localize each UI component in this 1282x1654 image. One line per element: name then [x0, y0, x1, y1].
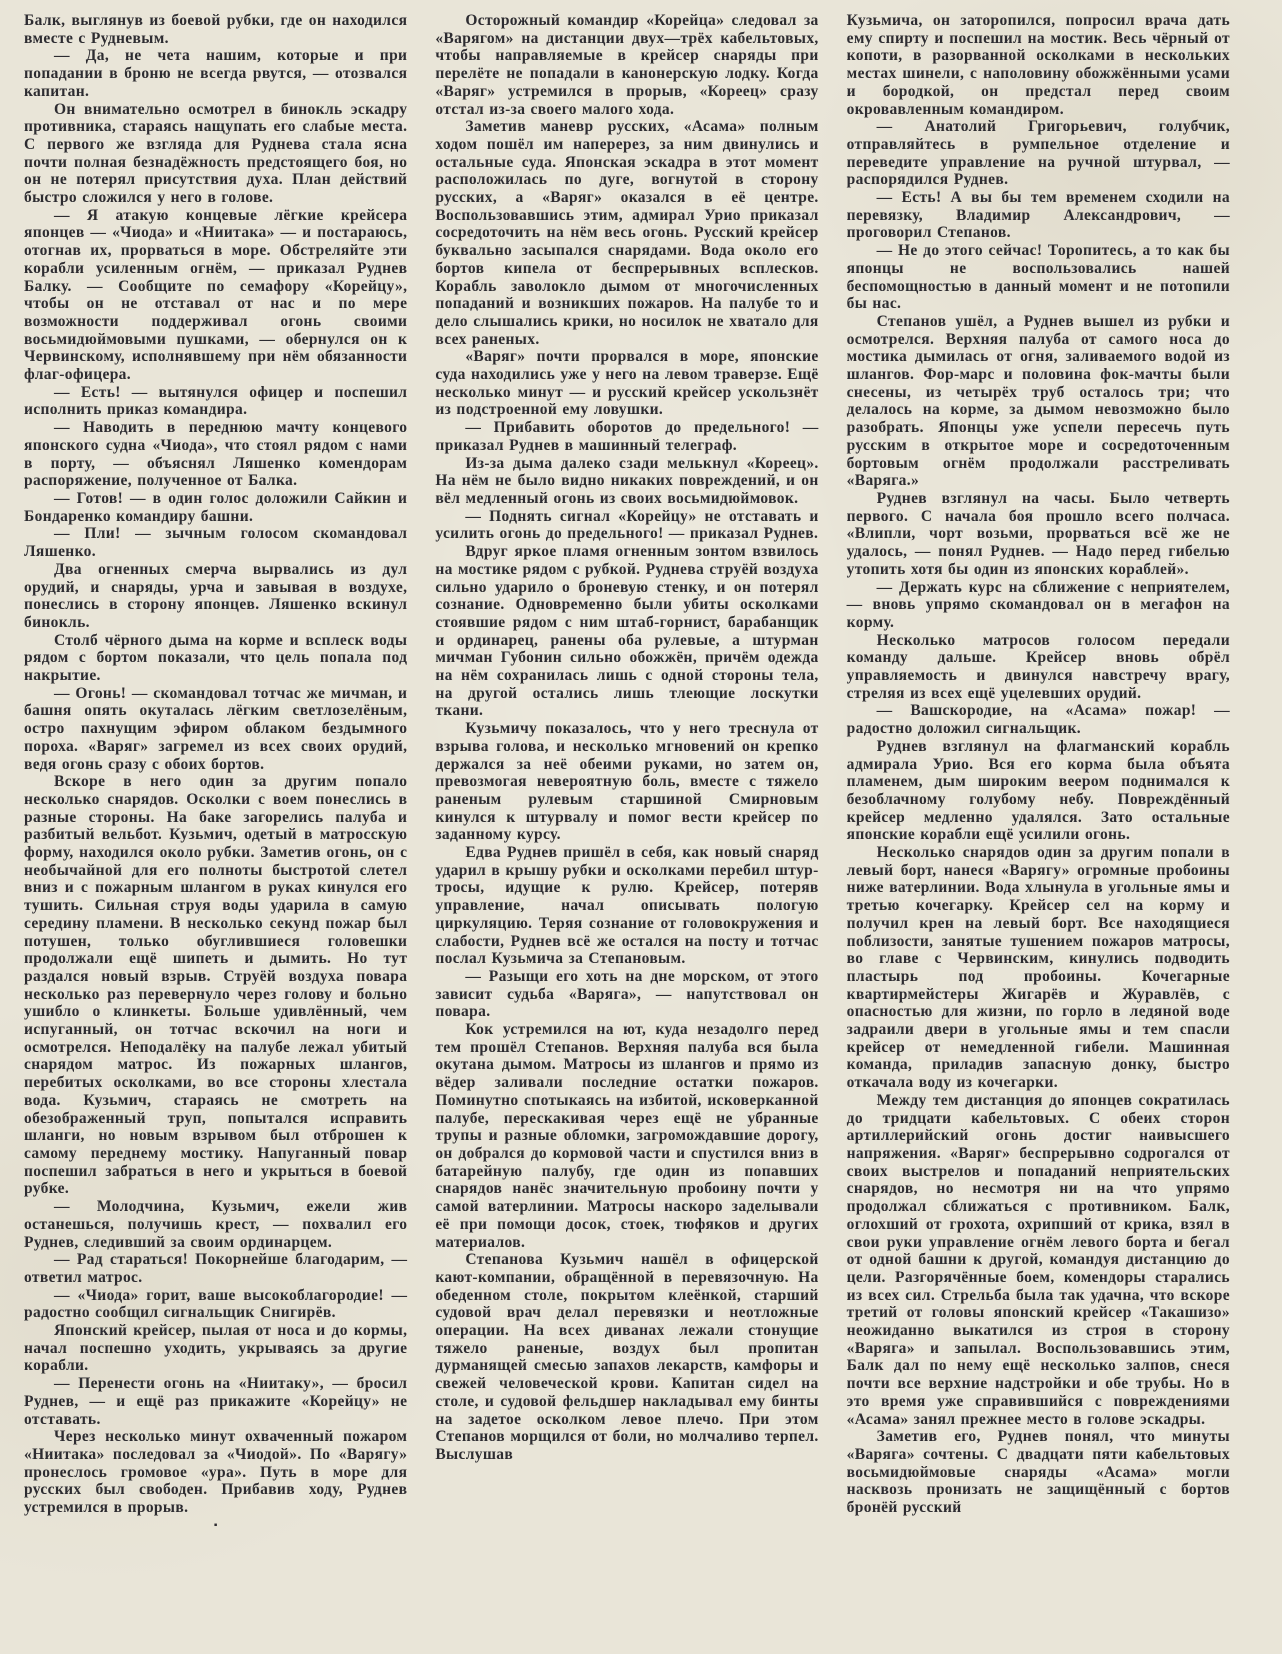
paragraph: — Вашскородие, на «Асама» пожар! — радостно доложил сигнальщик. [846, 702, 1230, 738]
paragraph: — Рад стараться! Покорнейше благодарим, — ответил матрос. [24, 1251, 408, 1286]
paragraph: Столб чёрного дыма на корме и всплеск воды рядом с бортом показали, что цель попала под накрытие. [24, 631, 408, 685]
paragraph: Через несколько минут охваченный пожаром «Ниитака» последовал за «Чиодой». По «Варягу» пронеслось громовое «ура». Путь в море для русских был свободен. Прибавив ходу, Руднев устремился в прорыв. [24, 1428, 408, 1517]
paragraph: Несколько матросов голосом передали команду дальше. Крейсер вновь обрёл управляемость и двинулся навстречу врагу, стреляя из всех ещё уцелевших орудий. [846, 631, 1230, 702]
paragraph: Кузьмичу показалось, что у него треснула от взрыва голова, и несколько мгновений он крепко держался за неё обеими руками, но затем он, превозмогая невероятную боль, вместе с тяжело раненым рулевым старшиной Смирновым кинулся к штурвалу и помог вести крейсер по заданному курсу. [435, 720, 819, 844]
paragraph: «Варяг» почти прорвался в море, японские суда находились уже у него на левом траверзе. Ещё несколько минут — и русский крейсер ускользнёт из подстроенной ему ловушки. [435, 348, 819, 419]
paragraph: — Я атакую концевые лёгкие крейсера японцев — «Чиода» и «Ниитака» — и постараюсь, отогнав их, прорваться в море. Обстреляйте эти корабли усиленным огнём, — приказал Руднев Балку. — Сообщите по семафору «Корейцу», чтобы он не отставал от нас и по мере возможности поддерживал огонь своими восьмидюймовыми пушками, — обернулся он к Червинскому, исполнявшему при нём обязанности флаг-офицера. [24, 206, 408, 384]
paragraph: — Молодчина, Кузьмич, ежели жив останешься, получишь крест, — похвалил его Руднев, следивший за своим ординарцем. [24, 1198, 408, 1251]
text-column-1 [24, 12, 407, 1644]
paragraph: — Прибавить оборотов до предельного! — приказал Руднев в машинный телеграф. [435, 419, 819, 454]
paragraph: — Пли! — зычным голосом скомандовал Ляшенко. [24, 525, 408, 561]
paragraph: Несколько снарядов один за другим попали в левый борт, нанеся «Варягу» огромные пробоины ниже ватерлинии. Вода хлынула в угольные ямы и третью кочегарку. Крейсер сел на корму и получил крен на левый борт. Все находящиеся поблизости, занятые тушением пожаров матросы, во главе с Червинским, кинулись подводить пластырь под пробоины. Кочегарные квартирмейстеры Жигарёв и Журавлёв, с опасностью для жизни, по горло в ледяной воде задраили двери в угольные ямы и тем спасли крейсер от немедленной гибели. Машинная команда, приладив запасную донку, быстро откачала воду из кочегарки. [846, 844, 1230, 1092]
paragraph: — Разыщи его хоть на дне морском, от этого зависит судьба «Варяга», — напутствовал он повара. [435, 967, 819, 1021]
paragraph: Заметив маневр русских, «Асама» полным ходом пошёл им наперерез, за ним двинулись и остальные суда. Японская эскадра в этот момент расположилась по дуге, вогнутой в сторону русских, а «Варяг» оказался в её центре. Воспользовавшись этим, адмирал Урио приказал сосредоточить на нём весь огонь. Русский крейсер буквально засыпался снарядами. Вода около его бортов кипела от беспрерывных всплесков. Корабль заволокло дымом от многочисленных попаданий и возникших пожаров. На палубе то и дело слышались крики, но носилок не хватало для всех раненых. [435, 118, 819, 348]
paragraph: — Поднять сигнал «Корейцу» не отставать и усилить огонь до предельного! — приказал Руднев. [435, 507, 819, 543]
paragraph: — Есть! А вы бы тем временем сходили на перевязку, Владимир Александрович, — проговорил Степанов. [846, 189, 1230, 242]
paragraph: Кузьмича, он заторопился, попросил врача дать ему спирту и поспешил на мостик. Весь чёрный от копоти, в разорванной осколками в нескольких местах шинели, с наполовину обожжёнными усами и бородкой, он предстал перед своим окровавленным командиром. [846, 12, 1230, 118]
paragraph: Вскоре в него один за другим попало несколько снарядов. Осколки с воем понеслись в разные стороны. На баке загорелись палуба и разбитый вельбот. Кузьмич, одетый в матросскую форму, находился около рубки. Заметив огонь, он с необычайной для его полноты быстротой слетел вниз и с пожарным шлангом в руках кинулся его тушить. Сильная струя воды ударила в самую середину пламени. В несколько секунд пожар был потушен, только обуглившиеся головешки продолжали ещё шипеть и дымить. Но тут раздался новый взрыв. Струёй воздуха повара несколько раз перевернуло через голову и больно ушибло о клинкеты. Больше удивлённый, чем испуганный, он тотчас вскочил на ноги и осмотрелся. Неподалёку на палубе лежал убитый снарядом матрос. Из пожарных шлангов, перебитых осколками, во все стороны хлестала вода. Кузьмич, стараясь не смотреть на обезображенный труп, попытался исправить шланги, но новым взрывом был отброшен к самому переднему мостику. Напуганный повар поспешил забраться в него и укрыться в боевой рубке. [24, 773, 408, 1198]
section-divider-dot: ▪ [213, 1519, 218, 1531]
paragraph: Между тем дистанция до японцев сократилась до тридцати кабельтовых. С обеих сторон артиллерийский огонь достиг наивысшего напряжения. «Варяг» беспрерывно содрогался от своих выстрелов и попаданий неприятельских снарядов, но несмотря ни на что упрямо продолжал сближаться с противником. Балк, оглохший от грохота, охрипший от крика, взял в свои руки управление огнём левого борта и бегал от одной башни к другой, командуя дистанцию до цели. Разгорячённые боем, комендоры старались из всех сил. Стрельба была так удачна, что вскоре третий от головы японский крейсер «Такашизо» неожиданно выкатился из строя в сторону «Варяга» и запылал. Воспользовавшись этим, Балк дал по нему ещё несколько залпов, снеся почти все верхние надстройки и обе трубы. Но в это время уже справившийся с повреждениями «Асама» занял прежнее место в голове эскадры. [846, 1091, 1230, 1428]
paragraph: — Огонь! — скомандовал тотчас же мичман, и башня опять окуталась лёгким светлозелёным, остро пахнущим эфиром облаком бездымного пороха. «Варяг» загремел из всех своих орудий, ведя огонь сразу с обоих бортов. [24, 684, 408, 773]
paragraph: Степанова Кузьмич нашёл в офицерской кают-компании, обращённой в перевязочную. На обеденном столе, покрытом клеёнкой, старший судовой врач делал перевязки и неотложные операции. На всех диванах лежали стонущие тяжело раненые, воздух был пропитан дурманящей смесью запахов лекарств, камфоры и свежей человеческой крови. Капитан сидел на столе, и судовой фельдшер накладывал ему бинты на задетое осколком левое плечо. При этом Степанов морщился от боли, но молчаливо терпел. Выслушав [435, 1251, 819, 1463]
paragraph: Осторожный командир «Корейца» следовал за «Варягом» на дистанции двух—трёх кабельтовых, чтобы направляемые в крейсер снаряды при перелёте не попадали в канонерскую лодку. Когда «Варяг» устремился в прорыв, «Кореец» сразу отстал из-за своего малого хода. [435, 12, 819, 118]
paragraph: Два огненных смерча вырвались из дул орудий, и снаряды, урча и завывая в воздухе, понеслись в сторону японцев. Ляшенко вскинул бинокль. [24, 560, 408, 631]
paragraph: Руднев взглянул на часы. Было четверть первого. С начала боя прошло всего полчаса. «Влипли, чорт возьми, прорваться всё же не удалось, — понял Руднев. — Надо перед гибелью утопить хотя бы один из японских кораблей». [846, 489, 1230, 578]
paragraph: Заметив его, Руднев понял, что минуты «Варяга» сочтены. С двадцати пяти кабельтовых восьмидюймовые снаряды «Асама» могли насквозь пронизать не защищённый с бортов бронёй русский [846, 1428, 1230, 1517]
text-column-3 [847, 12, 1230, 1644]
paragraph: — Есть! — вытянулся офицер и поспешил исполнить приказ командира. [24, 383, 408, 419]
paragraph: Руднев взглянул на флагманский корабль адмирала Урио. Вся его корма была объята пламенем, дым широким веером поднимался к безоблачному голубому небу. Повреждённый крейсер медленно удалялся. Зато остальные японские корабли ещё усилили огонь. [846, 737, 1230, 844]
paragraph: Степанов ушёл, а Руднев вышел из рубки и осмотрелся. Верхняя палуба от самого носа до мостика дымилась от огня, заливаемого водой из шлангов. Фор-марс и половина фок-мачты были снесены, из четырёх труб осталось три; что делалось на корме, за дымом невозможно было разобрать. Японцы уже успели пересечь путь русским в открытое море и сосредоточенным бортовым огнём продолжали расстреливать «Варяга.» [846, 312, 1230, 490]
paragraph: — Да, не чета нашим, которые и при попадании в броню не всегда рвутся, — отозвался капитан. [24, 47, 408, 100]
text-column-2 [435, 12, 818, 1644]
paragraph: Балк, выглянув из боевой рубки, где он находился вместе с Рудневым. [24, 12, 408, 47]
paragraph: — Анатолий Григорьевич, голубчик, отправляйтесь в румпельное отделение и переведите управление на ручной штурвал, — распорядился Руднев. [846, 118, 1230, 189]
paragraph: — Наводить в переднюю мачту концевого японского судна «Чиода», что стоял рядом с нами в порту, — объяснял Ляшенко комендорам распоряжение, полученное от Балка. [24, 419, 408, 490]
paragraph: Кок устремился на ют, куда незадолго перед тем прошёл Степанов. Верхняя палуба вся была окутана дымом. Матросы из шлангов и прямо из вёдер заливали последние остатки пожаров. Поминутно спотыкаясь на избитой, исковерканной палубе, перескакивая через ещё не убранные трупы и разные обломки, загромождавшие дорогу, он добрался до кормовой части и спустился вниз в батарейную палубу, где один из попавших снарядов нанёс значительную пробоину почти у самой ватерлинии. Матросы наскоро заделывали её при помощи досок, стоек, тюфяков и других материалов. [435, 1021, 819, 1251]
paragraph: — «Чиода» горит, ваше высокоблагородие! — радостно сообщил сигнальщик Снигирёв. [24, 1286, 408, 1322]
paragraph: Вдруг яркое пламя огненным зонтом взвилось на мостике рядом с рубкой. Руднева струёй воздуха сильно ударило о броневую стенку, и он потерял сознание. Одновременно были убиты осколками стоявшие рядом с ним штаб-горнист, барабанщик и ординарец, ранены оба рулевые, а штурман мичман Губонин сильно обожжён, причём одежда на нём сохранилась лишь с одной стороны тела, на другой остались лишь тлеющие лоскутки ткани. [435, 543, 819, 720]
paragraph: — Не до этого сейчас! Торопитесь, а то как бы японцы не воспользовались нашей беспомощностью в данный момент и не потопили бы нас. [846, 242, 1230, 313]
paragraph: — Держать курс на сближение с неприятелем, — вновь упрямо скомандовал он в мегафон на корму. [846, 578, 1230, 631]
paragraph: Японский крейсер, пылая от носа и до кормы, начал поспешно уходить, укрываясь за другие корабли. [24, 1322, 408, 1375]
paragraph: — Перенести огонь на «Ниитаку», — бросил Руднев, — и ещё раз прикажите «Корейцу» не отставать. [24, 1375, 408, 1428]
paragraph: Едва Руднев пришёл в себя, как новый снаряд ударил в крышу рубки и осколками перебил штур-тросы, идущие к рулю. Крейсер, потеряв управление, начал описывать пологую циркуляцию. Теряя сознание от головокружения и слабости, Руднев всё же остался на посту и тотчас послал Кузьмича за Степановым. [435, 844, 819, 968]
paragraph: Из-за дыма далеко сзади мелькнул «Кореец». На нём не было видно никаких повреждений, и он вёл медленный огонь из своих восьмидюймовок. [435, 454, 819, 507]
paragraph: — Готов! — в один голос доложили Сайкин и Бондаренко командиру башни. [24, 489, 408, 525]
paragraph: Он внимательно осмотрел в бинокль эскадру противника, стараясь нащупать его слабые места. С первого же взгляда для Руднева стала ясна почти полная безнадёжность предстоящего боя, но он не потерял присутствия духа. План действий быстро сложился у него в голове. [24, 100, 408, 207]
